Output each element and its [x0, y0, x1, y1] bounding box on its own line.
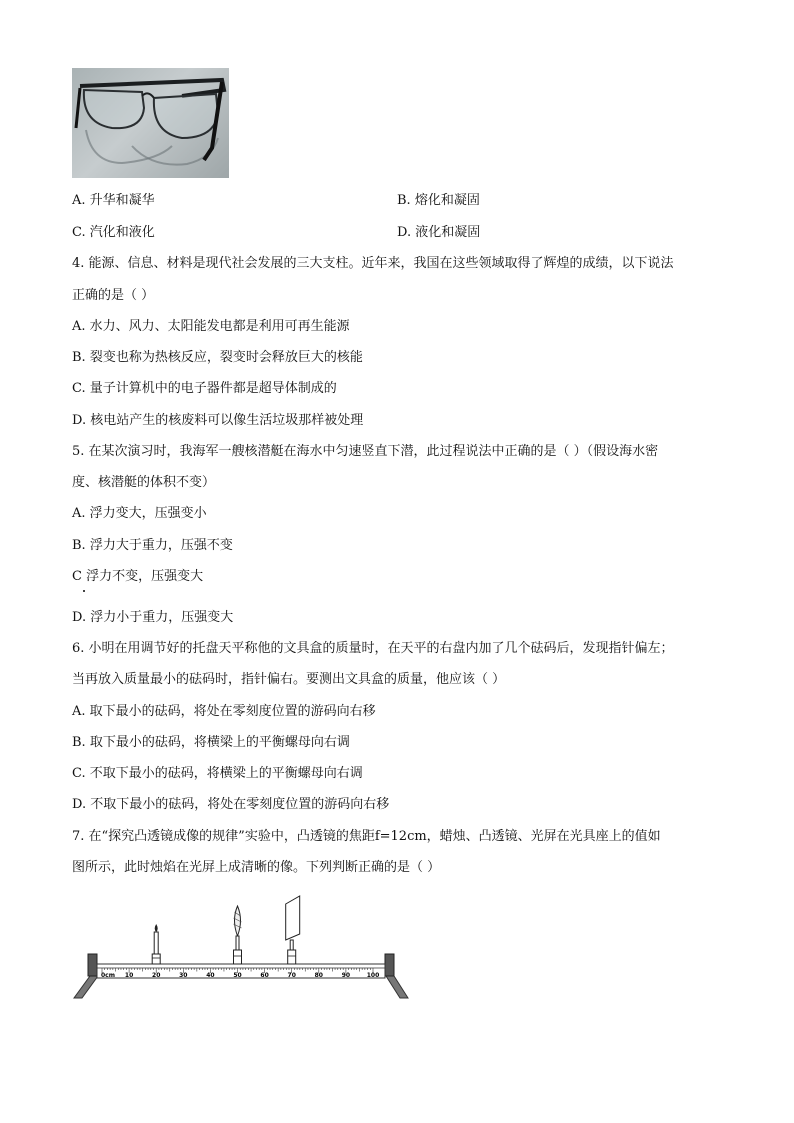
stray-dot: [83, 590, 85, 592]
candle: [152, 924, 160, 964]
q3-option-b: B. 熔化和凝固: [397, 193, 480, 208]
q4-stem-line1: 4. 能源、信息、材料是现代社会发展的三大支柱。近年来，我国在这些领域取得了辉煌的成绩，以下说法: [72, 256, 674, 271]
q4-option-c: C. 量子计算机中的电子器件都是超导体制成的: [72, 381, 337, 396]
bench-tick-label: 30: [179, 972, 188, 979]
q4-option-b: B. 裂变也称为热核反应，裂变时会释放巨大的核能: [72, 350, 363, 365]
convex-lens: [234, 906, 242, 964]
bench-right-leg: [386, 976, 408, 998]
bench-tick-label: 10: [124, 972, 134, 979]
bench-tick-label: 90: [341, 972, 351, 979]
q5-stem-line2: 度、核潜艇的体积不变）: [72, 475, 216, 490]
q4-option-d: D. 核电站产生的核废料可以像生活垃圾那样被处理: [72, 413, 364, 428]
q5-stem-line1: 5. 在某次演习时，我海军一艘核潜艇在海水中匀速竖直下潜，此过程说法中正确的是（ ）（假设海水密: [72, 444, 659, 459]
light-screen: [286, 896, 300, 964]
q6-stem-line2: 当再放入质量最小的砝码时，指针偏右。要测出文具盒的质量，他应该（ ）: [72, 672, 506, 687]
q5-option-a: A. 浮力变大，压强变小: [72, 506, 207, 521]
bench-tick-label: 0cm: [101, 972, 115, 979]
q6-option-c: C. 不取下最小的砝码，将横梁上的平衡螺母向右调: [72, 766, 363, 781]
q6-option-b: B. 取下最小的砝码，将横梁上的平衡螺母向右调: [72, 735, 350, 750]
q6-option-a: A. 取下最小的砝码，将处在零刻度位置的游码向右移: [72, 704, 376, 719]
q3-option-c: C. 汽化和液化: [72, 225, 155, 240]
q4-stem-line2: 正确的是（ ）: [72, 288, 155, 303]
bench-tick-label: 40: [206, 972, 215, 979]
q7-stem-line1: 7. 在“探究凸透镜成像的规律”实验中，凸透镜的焦距f=12cm，蜡烛、凸透镜、光屏在光具座上的值如: [72, 829, 661, 844]
bench-tick-label: 70: [287, 972, 296, 979]
bench-tick-label: 20: [152, 972, 161, 979]
q6-option-d: D. 不取下最小的砝码，将处在零刻度位置的游码向右移: [72, 797, 390, 812]
q5-option-c: C 浮力不变，压强变大: [72, 569, 204, 584]
glasses-photo: [72, 68, 229, 178]
optical-bench-diagram: [70, 892, 415, 1002]
bench-tick-label: 50: [233, 972, 242, 979]
q6-stem-line1: 6. 小明在用调节好的托盘天平称他的文具盒的质量时，在天平的右盘内加了几个砝码后，发现指针偏左；: [72, 641, 674, 656]
bench-tick-label: 100: [366, 972, 380, 979]
q3-option-d: D. 液化和凝固: [397, 225, 481, 240]
q5-option-d: D. 浮力小于重力，压强变大: [72, 610, 234, 625]
q3-option-a: A. 升华和凝华: [72, 193, 155, 208]
bench-right-stand: [385, 954, 394, 976]
bench-left-stand: [88, 954, 97, 976]
bench-tick-label: 60: [260, 972, 269, 979]
q4-option-a: A. 水力、风力、太阳能发电都是利用可再生能源: [72, 319, 350, 334]
q5-option-b: B. 浮力大于重力，压强不变: [72, 538, 233, 553]
q7-stem-line2: 图所示，此时烛焰在光屏上成清晰的像。下列判断正确的是（ ）: [72, 860, 441, 875]
bench-left-leg: [74, 976, 98, 998]
bench-tick-label: 80: [314, 972, 323, 979]
